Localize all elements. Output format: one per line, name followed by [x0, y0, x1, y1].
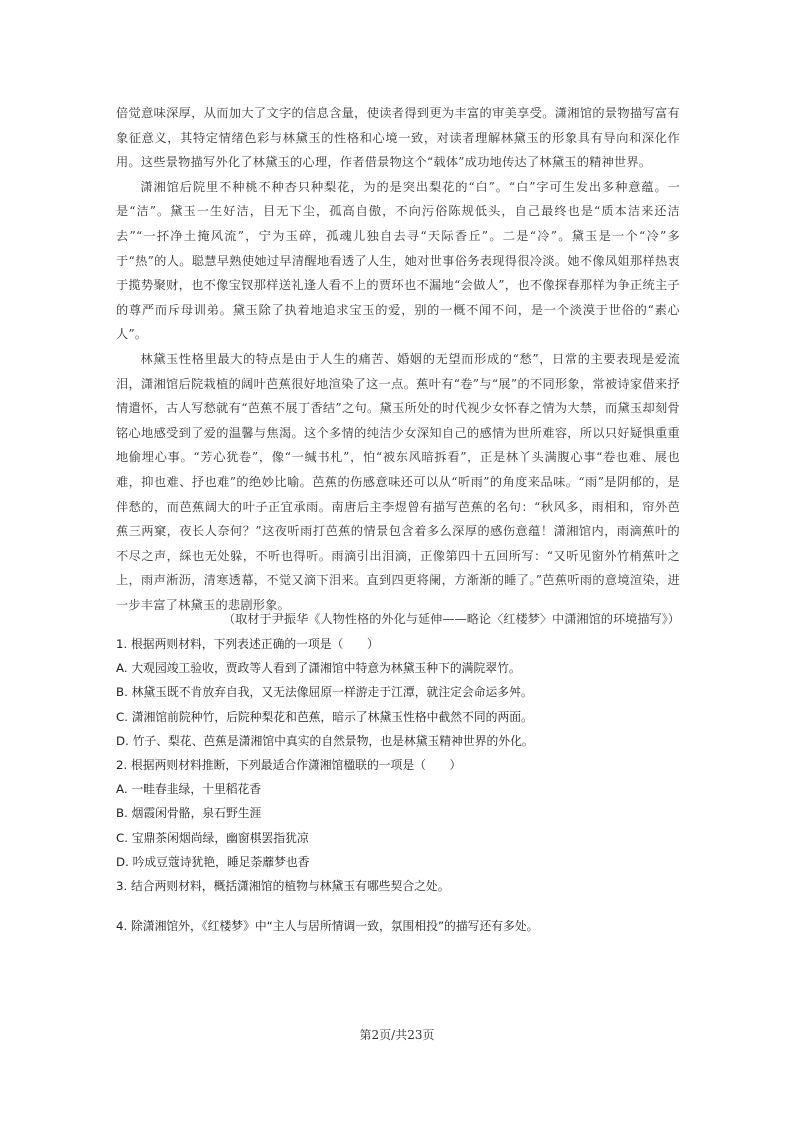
question-3-stem: 3. 结合两则材料，概括潇湘馆的植物与林黛玉有哪些契合之处。 [116, 879, 450, 894]
reading-passage [116, 101, 680, 617]
question-2-option-a: A. 一畦春韭绿，十里稻花香 [116, 782, 262, 797]
passage-paragraph-1: 倍觉意味深厚，从而加大了文字的信息含量，使读者得到更为丰富的审美享受。潇湘馆的景物描写富有象征意义，其特定情绪色彩与林黛玉的性格和心境一致，对读者理解林黛玉的形象具有导向和深化作用。这些景物描写外化了林黛玉的心理，作者借景物这个“载体”成功地传达了林黛玉的精神世界。 [116, 106, 680, 170]
question-1-option-d: D. 竹子、梨花、芭蕉是潇湘馆中真实的自然景物，也是林黛玉精神世界的外化。 [116, 733, 534, 748]
passage-paragraph-2: 潇湘馆后院里不种桃不种杏只种梨花，为的是突出梨花的“白”。“白”字可生发出多种意蕴。一是“洁”。黛玉一生好洁，目无下尘，孤高自傲，不向污俗陈规低头，自己最终也是“质本洁来还洁去”“一抔净土掩风流”，宁为玉碎，孤魂儿独自去寻“天际香丘”。二是“冷”。黛玉是一个“冷”多于“热”的人。聪慧早熟使她过早清醒地看透了人生，她对世事俗务表现得很冷淡。她不像凤姐那样热衷于揽势聚财，也不像宝钗那样送礼逢人看不上的贾环也不漏地“会做人”，也不像探春那样为争正统主子的尊严而斥母训弟。黛玉除了执着地追求宝玉的爱，别的一概不闻不问，是一个淡漠于世俗的“素心人”。 [116, 179, 681, 342]
question-2-option-d: D. 吟成豆蔻诗犹艳，睡足荼蘼梦也香 [116, 854, 310, 869]
question-list [116, 632, 680, 898]
question-2-option-b: B. 烟霞闲骨骼，泉石野生涯 [116, 806, 262, 821]
question-1-option-c: C. 潇湘馆前院种竹，后院种梨花和芭蕉，暗示了林黛玉性格中截然不同的两面。 [116, 709, 533, 724]
page-number: 第2页/共23页 [359, 1028, 435, 1042]
question-2-option-c: C. 宝鼎茶闲烟尚绿，幽窗棋罢指犹凉 [116, 830, 309, 845]
question-2-stem: 2. 根据两则材料推断，下列最适合作潇湘馆楹联的一项是（ ） [116, 758, 462, 773]
question-1-stem: 1. 根据两则材料，下列表述正确的一项是（ ） [116, 637, 379, 651]
question-4-stem: 4. 除潇湘馆外，《红楼梦》中“主人与居所情调一致，氛围相投”的描写还有多处。 [116, 919, 539, 933]
source-citation: （取材于尹振华《人物性格的外化与延伸——略论〈红楼梦〉中潇湘馆的环境描写》） [222, 612, 680, 626]
question-1-option-b: B. 林黛玉既不肯放弃自我，又无法像屈原一样游走于江潭，就注定会命运多舛。 [116, 685, 533, 700]
passage-paragraph-3: 林黛玉性格里最大的特点是由于人生的痛苦、婚姻的无望而形成的“愁”，日常的主要表现是爱流泪，潇湘馆后院栽植的阔叶芭蕉很好地渲染了这一点。蕉叶有“卷”与“展”的不同形象，常被诗家借来抒情遣怀，古人写愁就有“芭蕉不展丁香结”之句。黛玉所处的时代视少女怀春之情为大禁，而黛玉却刻骨铭心地感受到了爱的温馨与焦渴。这个多情的纯洁少女深知自己的感情为世所难容，所以只好疑惧重重地偷埋心事。“芳心犹卷”，像“一缄书札”，怕“被东风暗拆看”，正是林丫头满腹心事“卷也难、展也难，抑也难、抒也难”的绝妙比喻。芭蕉的伤感意味还可以从“听雨”的角度来品味。“雨”是阴郁的，是伴愁的，而芭蕉阔大的叶子正宜承雨。南唐后主李煜曾有描写芭蕉的名句：“秋风多，雨相和，帘外芭蕉三两窠，夜长人奈何？”这夜听雨打芭蕉的情景包含着多么深厚的感伤意蕴！潇湘馆内，雨滴蕉叶的不尽之声，綵也无处躲，不听也得听。雨滴引出泪滴，正像第四十五回所写：“又听见窗外竹梢蕉叶之上，雨声淅沥，清寒透幕，不觉又滴下泪来。直到四更将阑，方渐渐的睡了。”芭蕉听雨的意境渲染，进一步丰富了林黛玉的悲剧形象。 [116, 351, 680, 612]
question-1-option-a: A. 大观园竣工验收，贾政等人看到了潇湘馆中特意为林黛玉种下的满院翠竹。 [116, 661, 521, 676]
